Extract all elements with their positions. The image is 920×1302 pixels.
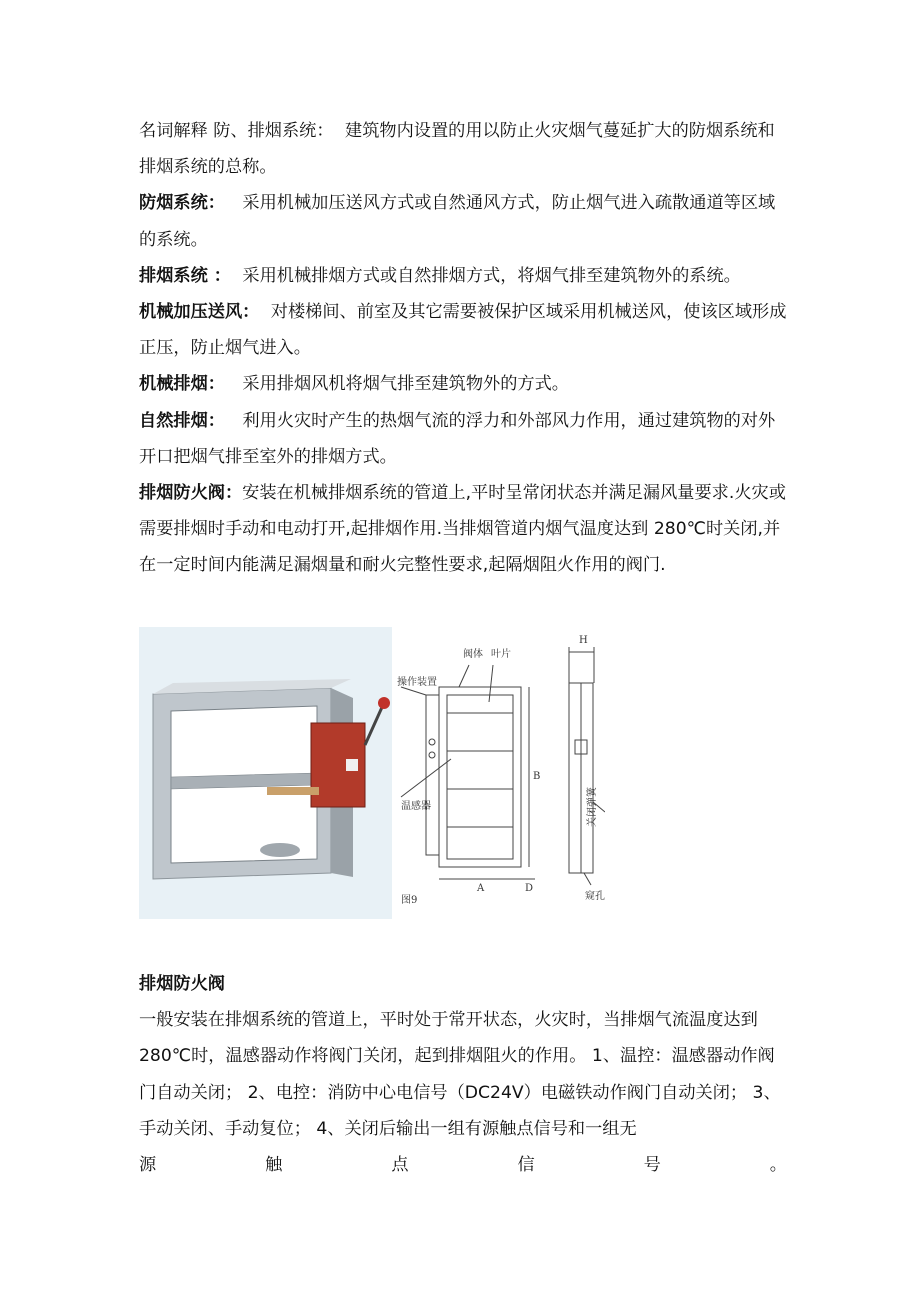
definition-text: 利用火灾时产生的热烟气流的浮力和外部风力作用，通过建筑物的对外开口把烟气排至室外的排烟方式。 (139, 410, 776, 467)
definition-text: 采用机械排烟方式或自然排烟方式，将烟气排至建筑物外的系统。 (242, 265, 741, 286)
definition-exhaust-damper (139, 475, 787, 584)
drawing-labels (397, 635, 605, 906)
label-dimension-h: H (579, 635, 588, 646)
definition-natural-exhaust (139, 403, 787, 475)
definition-smoke-control (139, 185, 787, 257)
exhaust-damper-section (139, 966, 787, 1183)
last-line-char: 。 (769, 1155, 787, 1176)
damper-figure (139, 627, 605, 919)
definition-term: 机械加压送风： (139, 302, 260, 323)
intro-paragraph (139, 113, 787, 185)
definition-smoke-exhaust (139, 258, 787, 294)
definition-text: 对楼梯间、前室及其它需要被保护区域采用机械送风，使该区域形成正压，防止烟气进入。 (139, 302, 787, 359)
definition-term: 排烟系统 ： (139, 265, 231, 286)
label-sensor: 温感器 (401, 801, 431, 812)
definition-pressurization (139, 294, 787, 366)
definition-text: 采用机械加压送风方式或自然通风方式，防止烟气进入疏散通道等区域的系统。 (139, 193, 776, 250)
section-last-line (139, 1147, 787, 1183)
label-dimension-d: D (525, 883, 534, 894)
label-blade: 叶片 (491, 649, 511, 660)
definition-term: 自然排烟： (139, 410, 225, 431)
definition-term: 防烟系统： (139, 193, 225, 214)
intro-text: 建筑物内设置的用以防止火灾烟气蔓延扩大的防烟系统和排烟系统的总称。 (139, 121, 775, 178)
definition-term: 排烟防火阀： (139, 483, 243, 504)
label-dimension-a: A (477, 883, 485, 894)
label-dimension-b: B (533, 771, 541, 782)
last-line-char: 触 (265, 1155, 283, 1176)
damper-photo (139, 627, 392, 919)
label-hole: 窥孔 (585, 891, 605, 902)
label-body: 阀体 (463, 649, 483, 660)
definitions-block (139, 113, 787, 584)
last-line-char: 源 (139, 1155, 157, 1176)
label-spring: 关闭弹簧 (587, 787, 598, 827)
last-line-char: 点 (391, 1155, 409, 1176)
definition-term: 机械排烟： (139, 374, 225, 395)
definition-mechanical-exhaust (139, 366, 787, 402)
definition-text: 采用排烟风机将烟气排至建筑物外的方式。 (242, 374, 569, 395)
section-heading: 排烟防火阀 (139, 974, 225, 994)
last-line-char: 信 (517, 1155, 535, 1176)
last-line-char: 号 (643, 1155, 661, 1176)
section-body: 一般安装在排烟系统的管道上，平时处于常开状态，火灾时，当排烟气流温度达到 280℃时，温感器动作将阀门关闭，起到排烟阻火的作用。 1、温控：温感器动作阀门自动关闭； 2、电控：消防中心电信号（DC24V）电磁铁动作阀门自动关闭； 3、手动关闭、手动复位； 4、关闭后输出一组有源触点信号和一组无 (139, 1010, 781, 1139)
label-figure-number: 图9 (401, 895, 418, 906)
label-operator: 操作装置 (397, 677, 437, 688)
definition-text: 安装在机械排烟系统的管道上,平时呈常闭状态并满足漏风量要求.火灾或需要排烟时手动和电动打开,起排烟作用.当排烟管道内烟气温度达到 280℃时关闭,并在一定时间内能满足漏烟量和耐火完整性要求,起隔烟阻火作用的阀门. (139, 483, 786, 576)
intro-term: 名词解释 防、排烟系统： (139, 121, 334, 141)
